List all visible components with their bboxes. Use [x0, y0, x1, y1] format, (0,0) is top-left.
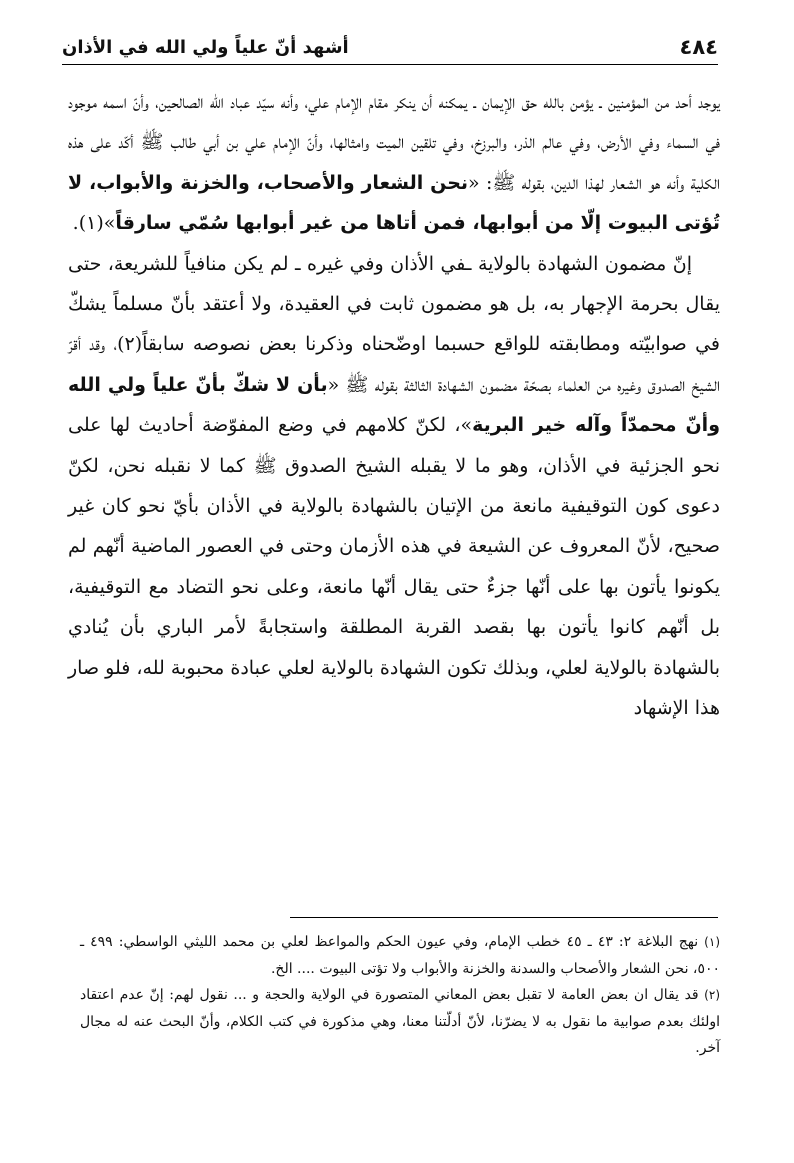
footnote-2 [80, 982, 720, 1062]
footnote-separator [290, 917, 718, 918]
footnote-2-text: قد يقال ان بعض العامة لا تقبل بعض المعاني المتصورة في الولاية والحجة و ... نقول لهم: إنّ عدم اعتقاد اولئك بعدم صوابية ما نقول به لا يضرّنا، لأنّ أدلّتنا معنا، وهي مذكورة في كتب الكلام، وأنّ البحث عنه له مجال آخر. [80, 987, 720, 1056]
paragraph-1-text: يوجد أحد من المؤمنين ـ يؤمن بالله حق الإيمان ـ يمكنه أن ينكر مقام الإمام علي، وأنه سيّد عباد الله الصالحين، وأنّ اسمه موجود في السماء وفي الأرض، وفي عالم الذر، والبرزخ، وفي تلقين الميت وامثالها، وأنّ الإمام علي بن أبي طالب ﷺ أكّد على هذه الكلية وأنه هو الشعار لهذا الدين، بقوله ﷺ: « [68, 91, 720, 194]
footnotes [80, 929, 720, 1062]
main-text [68, 82, 720, 729]
page-number: ٤٨٤ [679, 35, 718, 59]
paragraph-2-continued: »، لكنّ كلامهم في وضع المفوّضة أحاديث لها على نحو الجزئية في الأذان، وهو ما لا يقبله الشيخ الصدوق ﷺ كما لا نقبله نحن، لكنّ دعوى كون التوقيفية مانعة من الإتيان بالشهادة بالولاية في الأذان بأيّ نحو كان غير صحيح، لأنّ المعروف عن الشيعة في هذه الأزمان وحتى في العصور الماضية أنّهم لم يكونوا يأتون بها على أنّها جزءٌ حتى يقال أنّها مانعة، وعلى نحو التضاد مع التوقيفية، بل أنّهم كانوا يأتون بها بقصد القربة المطلقة واستجابةً لأمر الباري بأن يُنادي بالشهادة بالولاية لعلي، وبذلك تكون الشهادة بالولاية لعلي عبادة محبوبة لله، فلو صار هذا الإشهاد [68, 414, 720, 720]
footnote-1-text: نهج البلاغة ٢: ٤٣ ـ ٤٥ خطب الإمام، وفي عيون الحكم والمواعظ لعلي بن محمد الليثي الواسطي: ٤٩٩ ـ ٥٠٠، نحن الشعار والأصحاب والسدنة والخزنة والأبواب ولا تؤتى البيوت .... الخ. [80, 934, 720, 977]
running-title: أشهد أنّ علياً ولي الله في الأذان [62, 36, 349, 58]
paragraph-2 [68, 244, 720, 729]
quote-hadith: نحن الشعار والأصحاب، والخزنة والأبواب، لا تُؤتى البيوت إلّا من أبوابها، فمن أتاها من غير أبوابها سُمّي سارقاً [68, 171, 720, 235]
paragraph-1-end: »(١). [72, 212, 116, 235]
paragraph-2-text: إنّ مضمون الشهادة بالولاية ـفي الأذان وفي غيره ـ لم يكن منافياً للشريعة، حتى يقال بحرمة الإجهار به، بل هو مضمون ثابت في العقيدة، ولا أعتقد بأنّ مسلماً يشكّ في صوابيّته ومطابقته للواقع حسبما اوضّحناه وذكرنا بعض نصوصه سابقاً(٢)، وقد أقرّ الشيخ الصدوق وغيره من العلماء بصحّة مضمون الشهادة الثالثة بقوله ﷺ « [68, 252, 721, 396]
page-header [62, 30, 718, 65]
footnote-1 [80, 929, 720, 982]
paragraph-1 [68, 82, 720, 244]
quote-shahada: بأن لا شكّ بأنّ علياً ولي الله وأنّ محمدّاً وآله خير البرية [68, 373, 721, 437]
footnote-2-number: (٢) [704, 988, 720, 1002]
footnote-1-number: (١) [704, 935, 720, 949]
